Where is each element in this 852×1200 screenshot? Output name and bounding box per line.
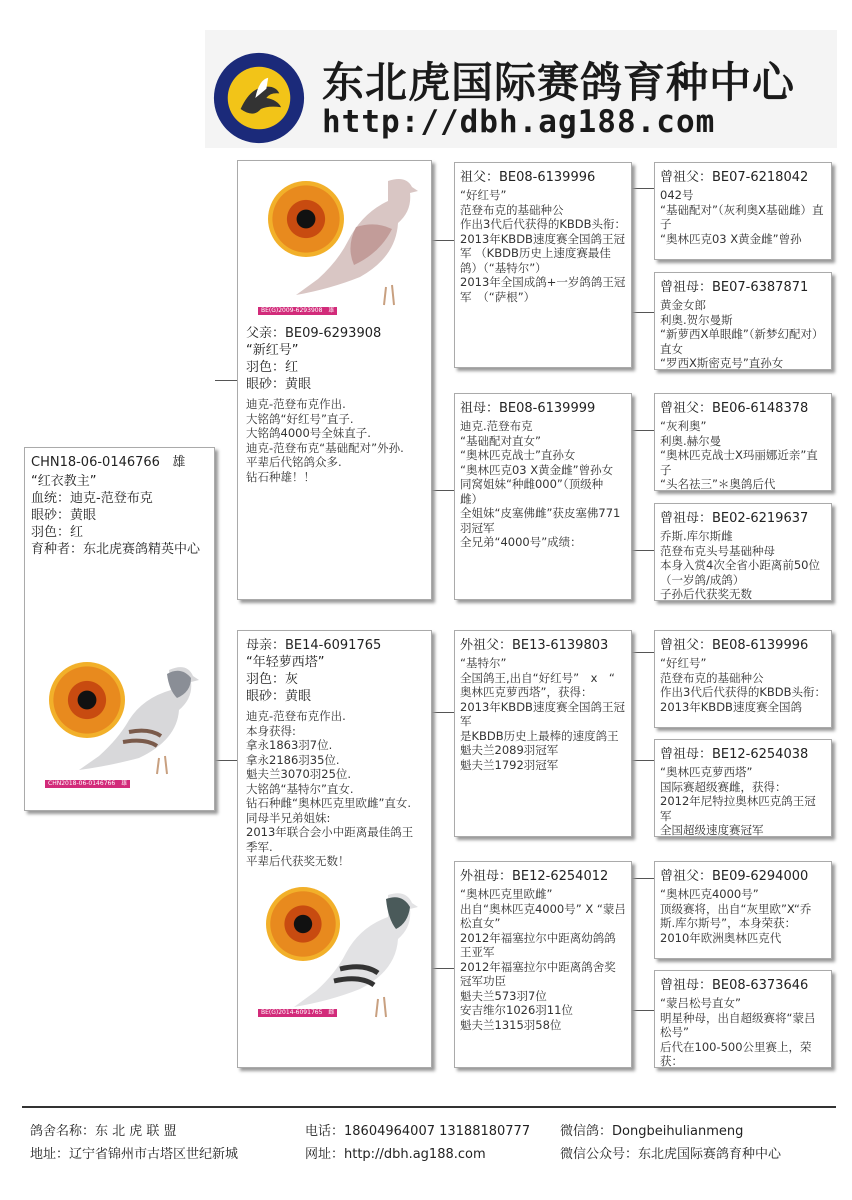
grandfather-card (454, 162, 632, 368)
grandmother-card (454, 393, 632, 600)
center-title: 东北虎国际赛鸽育种中心 (322, 58, 796, 107)
maternal-grandmother-card (454, 861, 632, 1068)
connector (215, 760, 237, 761)
great-grandmother-card (654, 739, 832, 837)
wechat-public-account: 微信公众号：东北虎国际赛鸽育种中心 (560, 1147, 782, 1162)
pigeon-icon (274, 877, 424, 1027)
subject-sex: 雄 (172, 455, 186, 470)
great-grandparent-ring: 曾祖母：BE08-6373646 (660, 978, 809, 993)
great-grandmother-card (654, 272, 832, 370)
great-grandparent-description: “灰利奥” 利奥.赫尔曼 “奥林匹克战士X玛丽娜近亲”直子 “头名祛三”＊奥鸽后代 (660, 419, 818, 491)
phone-number[interactable]: 电话：18604964007 13188180777 (305, 1124, 531, 1139)
great-grandparent-description: “奥林匹克萝西塔” 国际赛超级赛雌，获得： 2012年尼特拉奥林匹克鸽王冠军 全国超级速度赛冠军 (660, 765, 816, 837)
connector (432, 968, 454, 969)
photo-ring-tag: CHN2018-06-0146766 雄 (45, 780, 130, 788)
great-grandparent-ring: 曾祖父：BE08-6139996 (660, 638, 809, 653)
subject-line: 血统：迪克-范登布克 (31, 491, 153, 506)
great-grandfather-card (654, 162, 832, 260)
great-grandparent-ring: 曾祖父：BE09-6294000 (660, 869, 809, 884)
great-grandparent-ring: 曾祖父：BE06-6148378 (660, 401, 809, 416)
great-grandfather-card (654, 861, 832, 959)
connector (632, 430, 654, 431)
website-link[interactable]: 网址：http://dbh.ag188.com (305, 1147, 486, 1162)
subject-line: 羽色：红 (31, 525, 84, 540)
subject-line: 眼砂：黄眼 (31, 508, 97, 523)
connector (632, 1010, 654, 1011)
great-grandparent-ring: 曾祖母：BE12-6254038 (660, 747, 809, 762)
great-grandfather-card (654, 393, 832, 491)
subject-name: “红衣教主” (31, 474, 97, 489)
great-grandfather-card (654, 630, 832, 728)
center-url[interactable]: http://dbh.ag188.com (322, 104, 716, 140)
loft-address: 地址：辽宁省锦州市古塔区世纪新城 (30, 1147, 239, 1162)
connector (632, 878, 654, 879)
grandmother-description: 迪克.范登布克 “基础配对直女” “奥林匹克战士”直孙女 “奥林匹克03 X黄金雌”曾孙女 同窝姐妹“种雌000”（顶级种雌） 全姐妹“皮塞佛雌”获皮塞佛771羽冠军 全兄弟“4000号”成绩： (460, 419, 621, 549)
connector (632, 312, 654, 313)
photo-ring-tag: BE(G)2009-6293908 雄 (258, 307, 337, 315)
sire-photo (246, 167, 423, 319)
pigeon-icon (59, 640, 209, 790)
sire-description: 迪克-范登布克作出. 大铭鸽“好红号”直子. 大铭鸽4000号全妹直子. 迪克-范登布克“基础配对”外孙. 平辈后代铭鸽众多. 钻石种雄！！ (246, 397, 404, 484)
great-grandmother-card (654, 503, 832, 601)
sire-ring: 父亲：BE09-6293908 (246, 326, 382, 341)
great-grandparent-description: “奥林匹克4000号” 顶级赛将，出自“灰里欧”X“乔斯.库尔斯号”，本身荣获： 2010年欧洲奥林匹克代 (660, 887, 812, 945)
great-grandparent-description: 乔斯.库尔斯雌 范登布克头号基础种母 本身入赏4次全省小距离前50位（一岁鸽/成鸽） 子孙后代获奖无数 (660, 529, 820, 601)
connector (432, 712, 454, 713)
grandmother-ring: 祖母：BE08-6139999 (460, 401, 596, 416)
connector (215, 380, 237, 381)
subject-card (24, 447, 215, 811)
sire-eye: 眼砂：黄眼 (246, 377, 312, 392)
dam-photo (246, 883, 423, 1023)
dam-card (237, 630, 432, 1068)
great-grandparent-description: “好红号” 范登布克的基础种公 作出3代后代获得的KBDB头衔： 2013年KBDB速度赛全国鸽 (660, 656, 826, 714)
pigeon-icon (276, 167, 426, 317)
dam-name: “年轻萝西塔” (246, 655, 325, 670)
grandfather-description: “好红号” 范登布克的基础种公 作出3代后代获得的KBDB头衔： 2013年KBDB速度赛全国鸽王冠军 （KBDB历史上速度赛最佳鸽）（“基特尔”） 2013年全国成鸽+一岁鸽鸽王冠军 （“萨根”） (460, 188, 626, 304)
connector (432, 240, 454, 241)
connector (632, 652, 654, 653)
wechat-id: 微信鸽：Dongbeihulianmeng (560, 1124, 744, 1139)
maternal-grandfather-card (454, 630, 632, 837)
connector (632, 550, 654, 551)
great-grandparent-description: 黄金女郎 利奥.贺尔曼斯 “新萝西X单眼雌”（新梦幻配对）直女 “罗西X斯密克号”直孙女 (660, 298, 824, 370)
great-grandparent-ring: 曾祖父：BE07-6218042 (660, 170, 809, 185)
dam-description: 迪克-范登布克作出. 本身获得: 拿永1863羽7位. 拿永2186羽35位. 魁夫兰3070羽25位. 大铭鸽“基特尔”直女. 钻石种雌“奥林匹克里欧雌”直女. 同母半兄弟姐妹: 2013年联合会小中距离最佳鸽王季军. 平辈后代获奖无数！ (246, 709, 414, 868)
maternal-grandmother-ring: 外祖母：BE12-6254012 (460, 869, 609, 884)
subject-ring: CHN18-06-0146766 (31, 455, 160, 470)
grandfather-ring: 祖父：BE08-6139996 (460, 170, 596, 185)
footer-divider (22, 1106, 836, 1108)
connector (632, 760, 654, 761)
subject-photo (31, 640, 208, 790)
loft-name: 鸽舍名称：东 北 虎 联 盟 (30, 1124, 177, 1139)
dam-color: 羽色：灰 (246, 672, 299, 687)
connector (432, 490, 454, 491)
tiger-logo-icon (213, 52, 305, 144)
maternal-grandfather-ring: 外祖父：BE13-6139803 (460, 638, 609, 653)
sire-color: 羽色：红 (246, 360, 299, 375)
maternal-grandfather-description: “基特尔” 全国鸽王,出自“好红号” x “ 奥林匹克萝西塔”，获得： 2013年KBDB速度赛全国鸽王冠军 是KBDB历史上最棒的速度鸽王 魁夫兰2089羽冠军 魁夫兰1792羽冠军 (460, 656, 625, 772)
sire-name: “新红号” (246, 343, 299, 358)
subject-line: 育种者：东北虎赛鸽精英中心 (31, 542, 201, 557)
photo-ring-tag: BE(G)2014-6091765 雌 (258, 1009, 337, 1017)
great-grandmother-card (654, 970, 832, 1068)
dam-ring: 母亲：BE14-6091765 (246, 638, 382, 653)
maternal-grandmother-description: “奥林匹克里欧雌” 出自“奥林匹克4000号” X “蒙吕松直女” 2012年福塞拉尔中距离幼鸽鸽王亚军 2012年福塞拉尔中距离鸽舍奖冠军功臣 魁夫兰573羽7位 安吉维尔1026羽11位 魁夫兰1315羽58位 (460, 887, 626, 1032)
great-grandparent-description: “蒙吕松号直女” 明星种母，出自超级赛将“蒙吕松号” 后代在100-500公里赛上，荣获： (660, 996, 816, 1068)
dam-eye: 眼砂：黄眼 (246, 689, 312, 704)
sire-card (237, 160, 432, 600)
connector (632, 188, 654, 189)
great-grandparent-ring: 曾祖母：BE02-6219637 (660, 511, 809, 526)
great-grandparent-description: 042号 “基础配对”（灰利奥X基础雌）直子 “奥林匹克03 X黄金雌”曾孙 (660, 188, 824, 246)
great-grandparent-ring: 曾祖母：BE07-6387871 (660, 280, 809, 295)
